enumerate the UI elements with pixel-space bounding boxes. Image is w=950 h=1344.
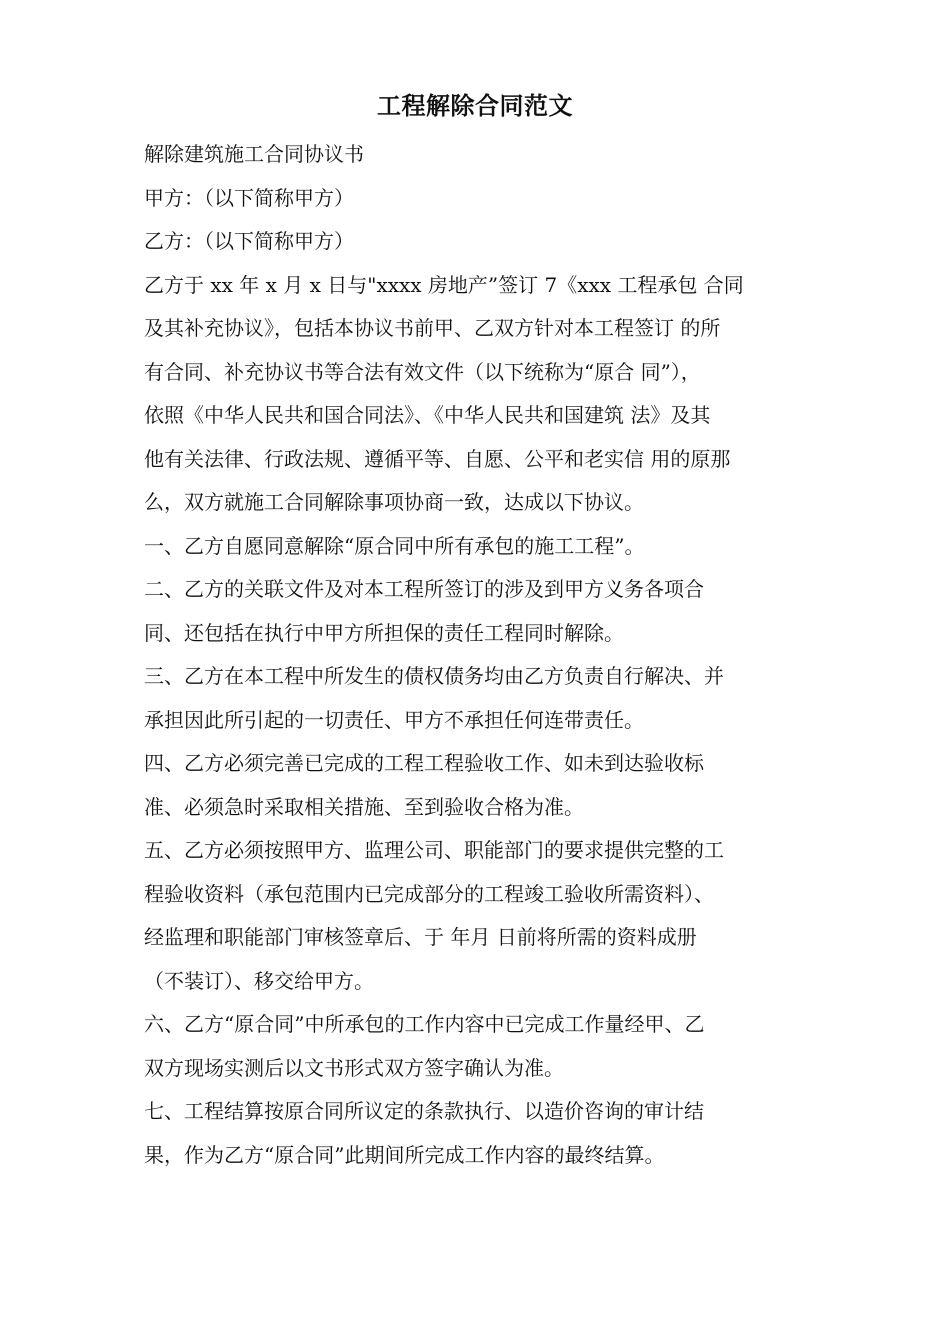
document-body: [144, 133, 804, 1177]
doc-line: 承担因此所引起的一切责任、甲方不承担任何连带责任。: [144, 707, 644, 732]
doc-line: 二、乙方的关联文件及对本工程所签订的涉及到甲方义务各项合: [144, 577, 704, 601]
doc-line: （不装订）、移交给甲方。: [144, 968, 374, 993]
doc-line: 乙方于 xx 年 x 月 x 日与"xxxx 房地产”签订 7《xxx 工程承包 合同: [144, 272, 744, 297]
doc-line: 么，双方就施工合同解除事项协商一致，达成以下协议。: [144, 490, 644, 514]
doc-line: 甲方：（以下简称甲方）: [144, 185, 354, 210]
doc-line: 依照《中华人民共和国合同法》、《中华人民共和国建筑 法》及其: [144, 403, 711, 427]
doc-line: 一、乙方自愿同意解除“原合同中所有承包的施工工程”。: [144, 533, 645, 558]
doc-line: 他有关法律、行政法规、遵循平等、自愿、公平和老实信 用的原那: [144, 446, 731, 471]
doc-line: 七、工程结算按原合同所议定的条款执行、以造价咨询的审计结: [144, 1099, 704, 1123]
doc-line: 同、还包括在执行中甲方所担保的责任工程同时解除。: [144, 620, 624, 645]
doc-line: 有合同、补充协议书等合法有效文件（以下统称为“原合 同”），: [144, 359, 701, 384]
doc-line: 三、乙方在本工程中所发生的债权债务均由乙方负责自行解决、并: [144, 664, 724, 688]
doc-line: 准、必须急时采取相关措施、至到验收合格为准。: [144, 794, 584, 819]
doc-line: 乙方：（以下简称甲方）: [144, 229, 354, 253]
doc-line: 果，作为乙方“原合同”此期间所完成工作内容的最终结算。: [144, 1142, 665, 1167]
doc-line: 五、乙方必须按照甲方、监理公司、职能部门的要求提供完整的工: [144, 838, 724, 862]
doc-line: 经监理和职能部门审核签章后、于 年月 日前将所需的资料成册: [144, 925, 697, 949]
doc-line: 程验收资料（承包范围内已完成部分的工程竣工验收所需资料）、: [144, 881, 714, 906]
doc-line: 及其补充协议》，包括本协议书前甲、乙双方针对本工程签订 的所: [144, 316, 721, 340]
doc-line: 双方现场实测后以文书形式双方签字确认为准。: [144, 1055, 564, 1080]
doc-line: 六、乙方“原合同”中所承包的工作内容中已完成工作量经甲、乙: [144, 1012, 705, 1036]
doc-line: 解除建筑施工合同协议书: [144, 142, 364, 166]
document-title: 工程解除合同范文: [377, 92, 573, 120]
doc-line: 四、乙方必须完善已完成的工程工程验收工作、如未到达验收标: [144, 751, 704, 775]
